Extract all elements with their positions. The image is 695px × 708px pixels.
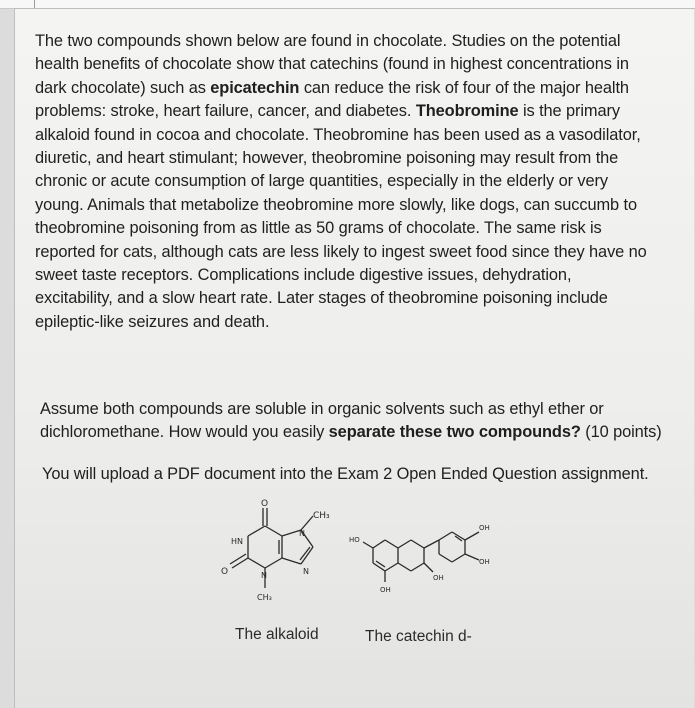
intro-text: excitability, and a slow heart rate. Later stages of theobromine poisoning include — [35, 289, 608, 308]
catechin-label-oh-bottom: OH — [380, 586, 391, 594]
question-paragraph — [40, 398, 685, 445]
alkaloid-label-n-bottom: N — [261, 571, 267, 580]
intro-text: can reduce the risk of four of the major health — [299, 78, 629, 97]
question-points: (10 points) — [580, 423, 662, 442]
intro-text: problems: stroke, heart failure, cancer, and diabetes. — [35, 102, 416, 121]
catechin-structure — [345, 508, 505, 598]
intro-line — [35, 53, 685, 76]
catechin-label-ho: HO — [349, 536, 360, 544]
intro-emphasis: Theobromine — [415, 102, 519, 121]
intro-line — [35, 311, 685, 334]
intro-line — [35, 241, 685, 264]
theobromine-structure — [215, 496, 345, 608]
intro-text: reported for cats, although cats are less likely to ingest sweet food since they have no — [35, 242, 647, 261]
alkaloid-label-n-right-top: N — [299, 529, 305, 538]
alkaloid-label-o-left: O — [221, 567, 229, 577]
catechin-label-oh-top: OH — [479, 524, 490, 532]
intro-line — [35, 194, 685, 217]
intro-line — [35, 100, 685, 123]
intro-text: dark chocolate) such as — [35, 78, 211, 97]
question-line-2 — [40, 421, 685, 444]
alkaloid-label-o-top: O — [261, 499, 269, 509]
intro-text: diuretic, and heart stimulant; however, theobromine poisoning may result from the — [35, 149, 619, 168]
intro-line — [35, 147, 685, 170]
alkaloid-label-ch3-bottom: CH₃ — [257, 593, 272, 602]
catechin-label-oh-mid: OH — [433, 574, 444, 582]
alkaloid-label-hn: HN — [231, 537, 243, 546]
alkaloid-label-n-right-bottom: N — [303, 567, 309, 576]
intro-line — [35, 217, 685, 240]
intro-text: sweet taste receptors. Complications include digestive issues, dehydration, — [35, 266, 572, 285]
intro-line — [35, 264, 685, 287]
intro-text: alkaloid found in cocoa and chocolate. Theobromine has been used as a vasodilator, — [35, 125, 641, 144]
intro-text: theobromine poisoning from as little as 50 grams of chocolate. The same risk is — [35, 219, 602, 238]
top-bar-divider — [34, 0, 35, 8]
intro-emphasis: epicatechin — [210, 78, 300, 97]
intro-text: The two compounds shown below are found in chocolate. Studies on the potential — [35, 32, 621, 50]
intro-line — [35, 124, 685, 147]
intro-text: chronic or acute consumption of large quantities, especially in the elderly or very — [35, 172, 608, 191]
intro-text: epileptic-like seizures and death. — [35, 312, 270, 331]
intro-line — [35, 77, 685, 100]
intro-text: is the primary — [518, 102, 620, 121]
intro-text: young. Animals that metabolize theobromine more slowly, like dogs, can succumb to — [35, 195, 637, 214]
alkaloid-label-ch3-top: CH₃ — [313, 511, 330, 521]
intro-line — [35, 170, 685, 193]
intro-line — [35, 287, 685, 310]
alkaloid-caption: The alkaloid — [235, 626, 319, 643]
question-line-2-start: dichloromethane. How would you easily — [40, 423, 329, 442]
intro-paragraph — [35, 30, 685, 334]
upload-instruction — [42, 463, 687, 486]
intro-line — [35, 30, 685, 53]
intro-text: health benefits of chocolate show that catechins (found in highest concentrations in — [35, 55, 629, 74]
upload-instruction-text: You will upload a PDF document into the Exam 2 Open Ended Question assignment. — [42, 465, 649, 483]
catechin-label-oh-right: OH — [479, 558, 490, 566]
catechin-caption: The catechin d- — [365, 628, 472, 645]
question-line-1: Assume both compounds are soluble in organic solvents such as ethyl ether or — [40, 400, 604, 418]
question-emphasis: separate these two compounds? — [328, 423, 581, 442]
